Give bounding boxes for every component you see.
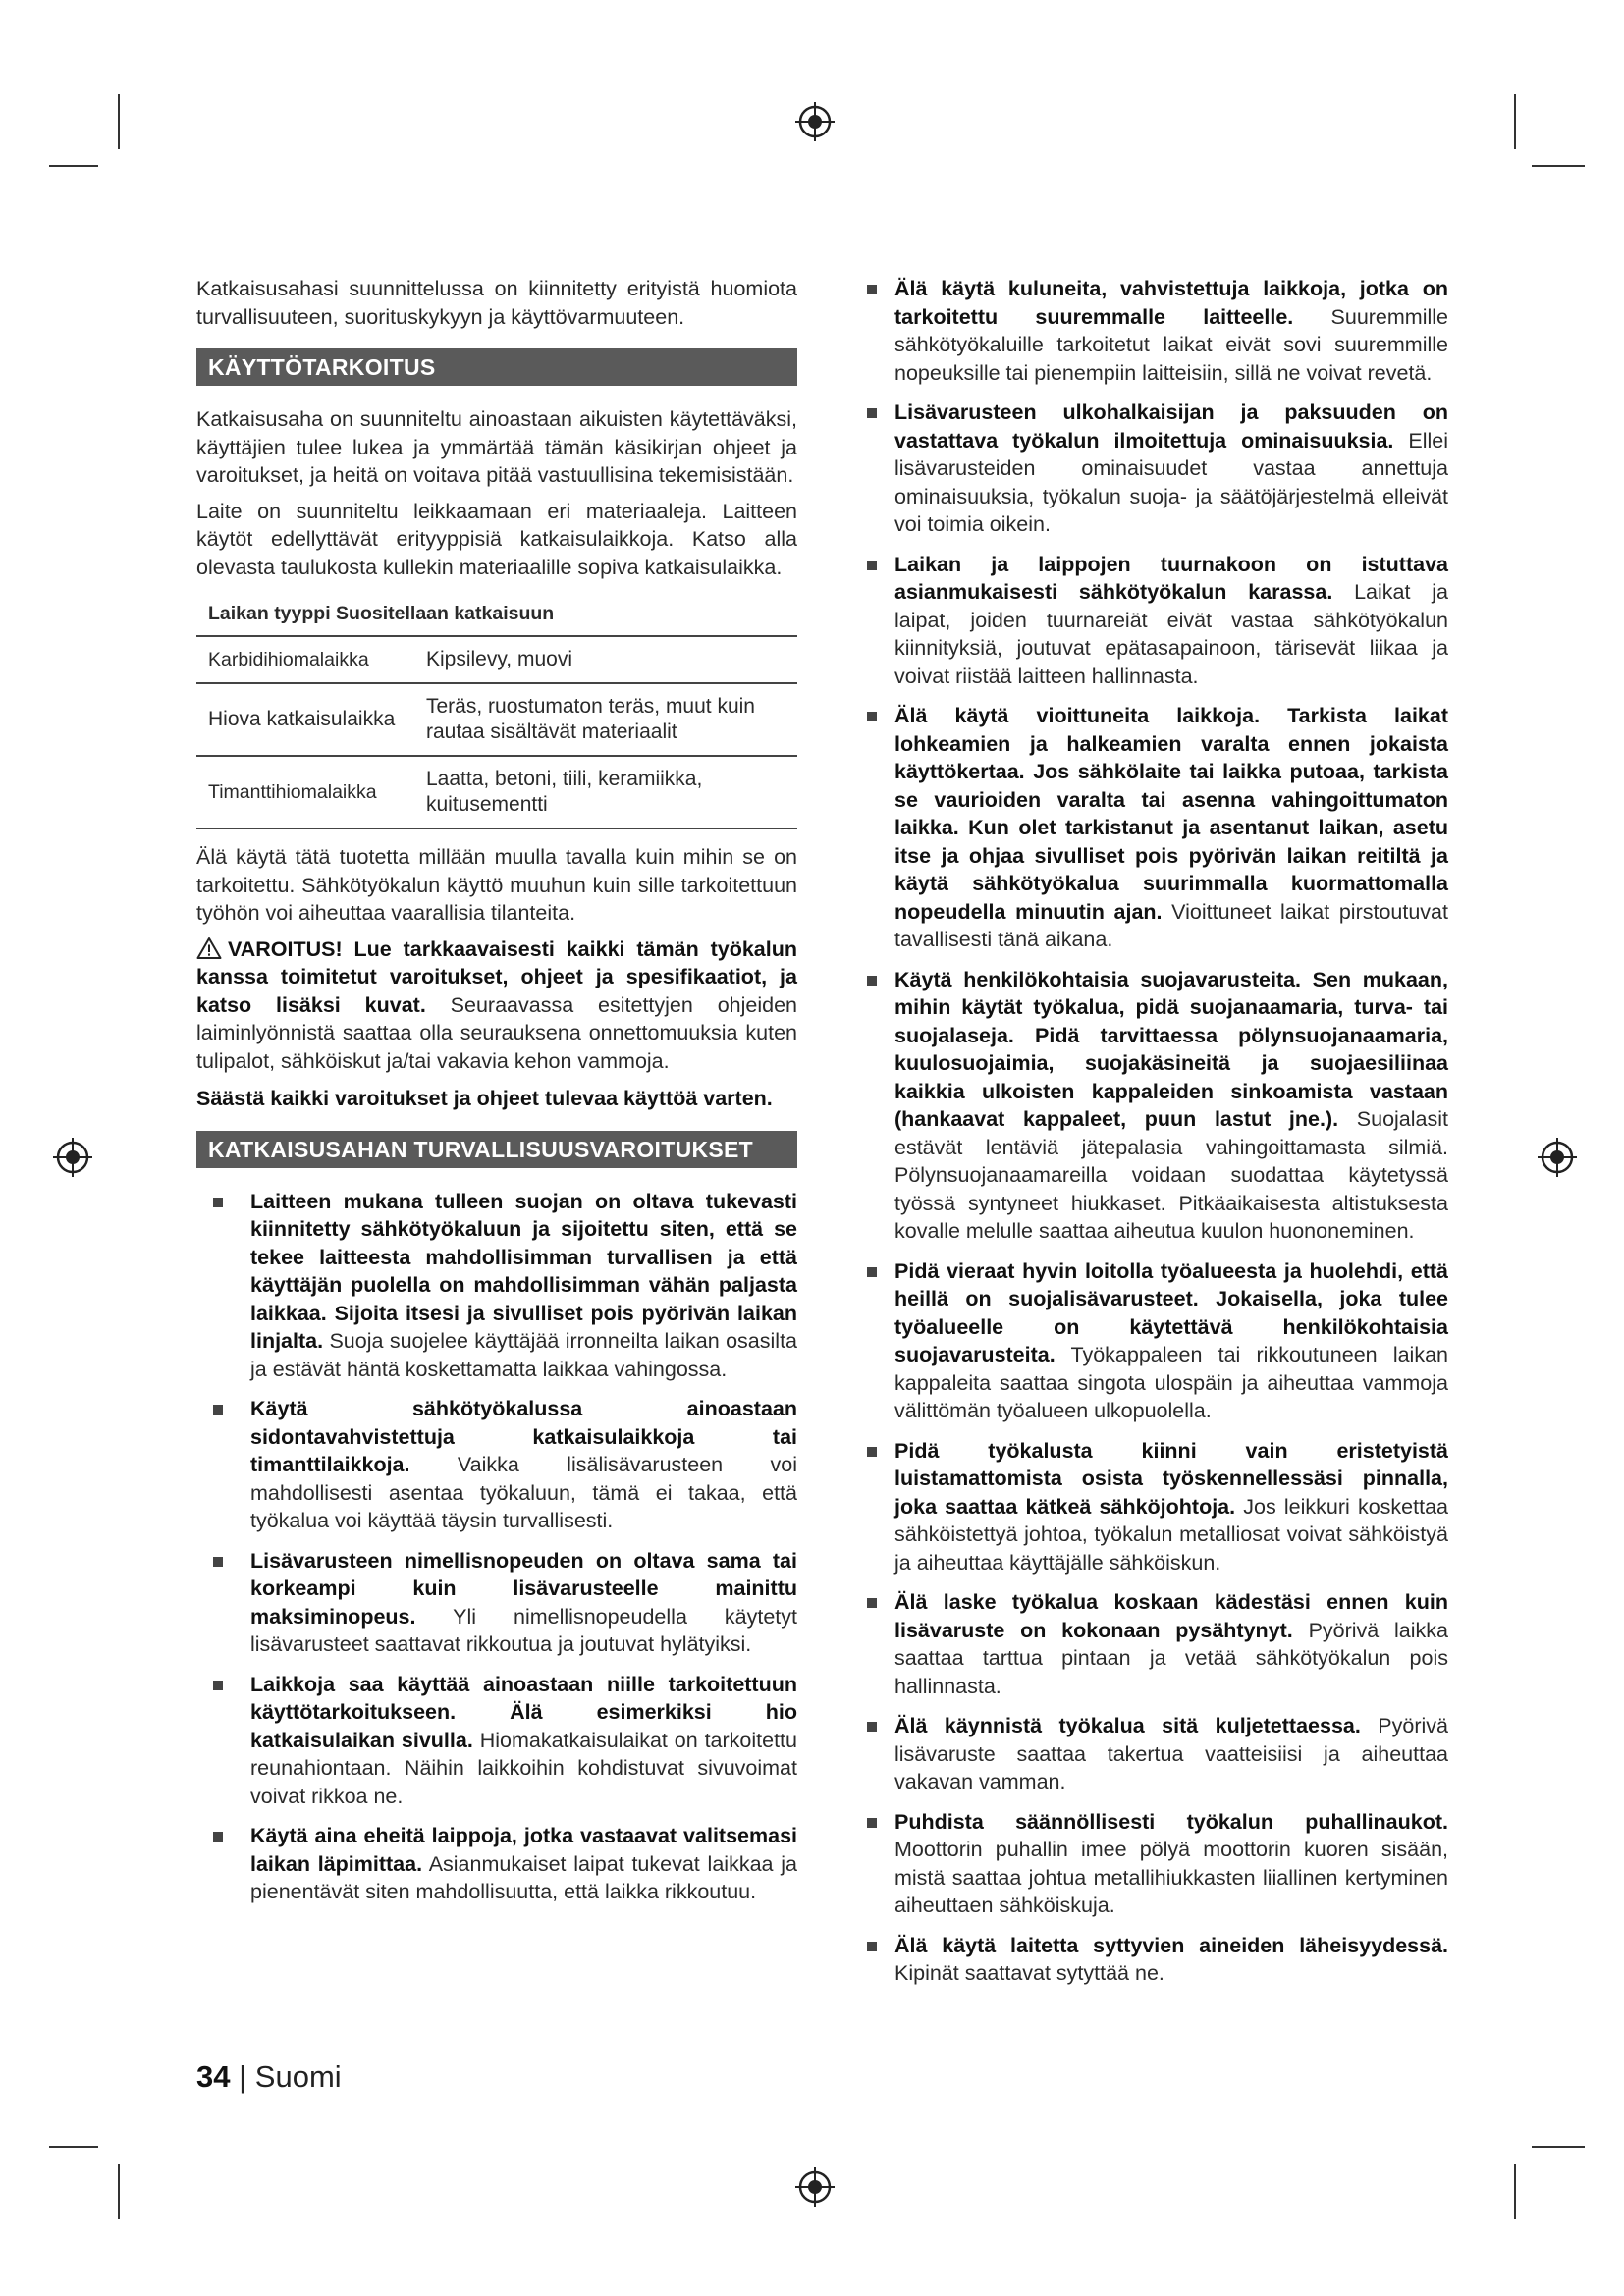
list-item [875, 1588, 1448, 1700]
table-cell-use: Laatta, betoni, tiili, keramiikka, kuitusementti [414, 756, 797, 828]
table-header-row [196, 603, 797, 636]
footer-language: Suomi [254, 2059, 342, 2094]
list-item-text: Vioittuneet laikat pirstoutuvat tavallisesti tänä aikana. [894, 899, 1448, 951]
right-column [857, 275, 1448, 2000]
crop-mark [1514, 2164, 1516, 2219]
list-item-bold: Käytä henkilökohtaisia suojavarusteita. Sen mukaan, mihin käytät työkalua, pidä suojanaamaria, turva- tai suojalaseja. Pidä tarvittaessa pölynsuojanaamaria, kuulosuojaimia, suojakäsineitä ja suojaesiliinaa kaikkia ulkoisten kappaleiden sinkoamista vastaan (hankaavat kappaleet, puun lastut jne.). [894, 967, 1448, 1131]
list-item-text: Suoja suojelee käyttäjää irronneilta laikan osasilta ja estävät häntä koskettamatta laikkaa vahingossa. [250, 1329, 797, 1381]
save-instructions-note: Säästä kaikki varoitukset ja ohjeet tulevaa käyttöä varten. [196, 1087, 773, 1110]
registration-mark-icon [51, 1136, 94, 1179]
list-item [875, 1437, 1448, 1577]
list-item-text: Pyörivä laikka saattaa tarttua pintaan ja vetää sähkötyökalun pois hallinnasta. [894, 1618, 1448, 1698]
bullet-icon [867, 1598, 877, 1608]
registration-mark-icon [793, 100, 837, 143]
list-item-text: Jos leikkuri koskettaa sähköistettyä johtoa, työkalun metalliosat voivat sähköistyä ja aiheuttaa käyttäjälle sähköiskun. [894, 1494, 1448, 1575]
page-footer [196, 2059, 342, 2095]
list-item [875, 399, 1448, 539]
list-item [875, 966, 1448, 1246]
table-row [196, 636, 797, 683]
list-item-bold: Puhdista säännöllisesti työkalun puhallinaukot. [894, 1809, 1448, 1834]
table-header [196, 603, 797, 636]
list-item-bold: Laikan ja laippojen tuurnakoon on istuttava asianmukaisesti sähkötyökalun karassa. [894, 552, 1448, 604]
crop-mark [49, 2146, 98, 2148]
list-item-text: Vaikka lisälisävarusteen voi mahdollisesti asentaa työkaluun, tämä ei takaa, että työkalua voi käyttää täysin turvallisesti. [250, 1453, 797, 1532]
bullet-icon [867, 285, 877, 294]
crop-mark [49, 165, 98, 167]
crop-mark [1532, 2146, 1585, 2148]
misuse-paragraph: Älä käytä tätä tuotetta millään muulla tavalla kuin mihin se on tarkoitettu. Sähkötyökalun käyttö muuhun kuin sille tarkoitettuun työhön voi aiheuttaa vaarallisia tilanteita. [196, 845, 797, 925]
warning-bold-text: VAROITUS! Lue tarkkaavaisesti kaikki tämän työkalun kanssa toimitetut varoitukset, ohjeet ja spesifikaatiot, ja katso lisäksi kuvat. [196, 936, 797, 1017]
bullet-icon [867, 1447, 877, 1457]
registration-mark-icon [1536, 1136, 1579, 1179]
safety-list-left [196, 1188, 797, 1906]
list-item [875, 275, 1448, 387]
list-item-bold: Älä käytä kuluneita, vahvistettuja laikkoja, jotka on tarkoitettu suuremmalle laitteelle. [894, 277, 1448, 329]
list-item-bold: Älä käynnistä työkalua sitä kuljetettaessa. [894, 1714, 1361, 1737]
table-header-blade-type: Laikan tyyppi [208, 603, 331, 624]
list-item [875, 1808, 1448, 1920]
bullet-icon [213, 1832, 223, 1842]
list-item-text: Laikat ja laipat, joiden tuurnareiät eivät vastaa sähkötyökalun kiinnityksiä, joutuvat epätasapainoon, tärisevät liikaa ja voivat riistää laitteen hallinnasta. [894, 580, 1448, 688]
list-item-text: Asianmukaiset laipat tukevat laikkaa ja pienentävät siten mahdollisuutta, että laikka rikkoutuu. [250, 1851, 797, 1903]
list-item-bold: Pidä työkalusta kiinni vain eristetyistä luistamattomista osista työskennellessäsi pinnalla, joka saattaa kätkeä sähköjohtoja. [894, 1438, 1448, 1519]
bullet-icon [867, 976, 877, 986]
bullet-icon [867, 408, 877, 418]
page-number: 34 [196, 2059, 231, 2094]
list-item [875, 551, 1448, 691]
list-item [875, 1932, 1448, 1988]
list-item [875, 1712, 1448, 1796]
list-item-text: Suuremmille sähkötyökaluille tarkoitetut laikat eivät sovi suuremmille nopeuksille tai pienempiin laitteisiin, sillä ne voivat revetä. [894, 304, 1448, 385]
table-row [196, 683, 797, 756]
warning-triangle-icon [196, 936, 222, 960]
list-item-text: Moottorin puhallin imee pölyä moottorin kuoren sisään, mistä saattaa johtua metallihiukkasten liiallinen kertyminen aiheuttaen sähköiskuja. [894, 1838, 1448, 1917]
registration-mark-icon [793, 2165, 837, 2209]
list-item-bold: Käytä sähkötyökalussa ainoastaan sidontavahvistettuja katkaisulaikkoja tai timanttilaikkoja. [250, 1397, 797, 1476]
section-heading-safety-warnings: KATKAISUSAHAN TURVALLISUUSVAROITUKSET [196, 1131, 797, 1168]
crop-mark [1514, 94, 1516, 149]
list-item [875, 1257, 1448, 1425]
crop-mark [118, 2164, 120, 2219]
bullet-icon [867, 561, 877, 570]
list-item-bold: Älä laske työkalua koskaan kädestäsi ennen kuin lisävaruste on kokonaan pysähtynyt. [894, 1590, 1448, 1642]
list-item-bold: Laitteen mukana tulleen suojan on oltava tukevasti kiinnitetty sähkötyökaluun ja sijoitettu siten, että se tekee laitteesta mahdollisimman turvallisen ja että käyttäjän puolella on mahdollisimman vähän paljasta laikkaa. Sijoita itsesi ja sivulliset pois pyörivän laikan linjalta. [250, 1189, 797, 1353]
list-item-text: Hiomakatkaisulaikat on tarkoitettu reunahiontaan. Näihin laikkoihin kohdistuvat sivuvoimat voivat rikkoa ne. [250, 1728, 797, 1808]
table-row [196, 756, 797, 828]
list-item-text: Yli nimellisnopeudella käytetyt lisävarusteet saattavat rikkoutua ja joutuvat hylätyiksi. [250, 1604, 797, 1656]
crop-mark [118, 94, 120, 149]
bullet-icon [213, 1405, 223, 1415]
table-header-recommended: Suositellaan katkaisuun [336, 603, 555, 624]
list-item-text: Kipinät saattavat sytyttää ne. [894, 1961, 1164, 1985]
list-item-bold: Käytä aina eheitä laippoja, jotka vastaavat valitsemasi laikan läpimittaa. [250, 1824, 797, 1876]
intro-paragraph: Katkaisusahasi suunnittelussa on kiinnitetty erityistä huomiota turvallisuuteen, suorituskykyyn ja käyttövarmuuteen. [196, 277, 797, 329]
bullet-icon [867, 1267, 877, 1277]
safety-list-right [857, 275, 1448, 1988]
list-item-text: Suojalasit estävät lentäviä jätepalasia vahingoittamasta silmiä. Pölynsuojanaamareilla voidaan suodattaa käytetyssä työssä syntyneet hiukkaset. Pitkäaikaisesta altistuksesta kovalle melulle saattaa aiheutua kuulon huononeminen. [894, 1107, 1448, 1243]
list-item [875, 702, 1448, 954]
list-item-bold: Lisävarusteen ulkohalkaisijan ja paksuuden on vastattava työkalun ilmoitettuja ominaisuuksia. [894, 400, 1448, 453]
table-cell-type: Hiova katkaisulaikka [196, 683, 414, 756]
list-item-bold: Älä käytä vioittuneita laikkoja. Tarkista laikat lohkeamien ja halkeamien varalta ennen jokaista käyttökertaa. Jos sähkölaite tai laikka putoaa, tarkista se vaurioiden varalta tai asenna vahingoittumaton laikka. Kun olet tarkistanut ja asentanut laikan, asetu itse ja ohjaa sivulliset pois pyörivän laikan reitiltä ja käytä sähkötyökalua suurimmalla kuormattomalla nopeudella minuutin ajan. [894, 704, 1448, 924]
list-item-bold: Pidä vieraat hyvin loitolla työalueesta ja huolehdi, että heillä on suojalisävarusteet. Jokaisella, joka tulee työalueelle on käytettävä henkilökohtaisia suojavarusteita. [894, 1258, 1448, 1366]
table-cell-use: Teräs, ruostumaton teräs, muut kuin rautaa sisältävät materiaalit [414, 683, 797, 756]
crop-mark [1532, 165, 1585, 167]
warning-paragraph [196, 935, 797, 1076]
list-item-text: Työkappaleen tai rikkoutuneen laikan kappaleita saattaa singota ulospäin ja aiheuttaa vammoja välittömän työalueen ulkopuolella. [894, 1343, 1448, 1422]
bullet-icon [867, 712, 877, 721]
list-item [213, 1822, 797, 1906]
list-item-text: Pyörivä lisävaruste saattaa takertua vaatteisiisi ja aiheuttaa vakavan vamman. [894, 1714, 1448, 1793]
table-cell-type: Karbidihiomalaikka [196, 636, 414, 683]
warning-text: Seuraavassa esitettyjen ohjeiden laiminlyönnistä saattaa olla seurauksena onnettomuuksia kuten tulipalot, sähköiskut ja/tai vakavia kehon vammoja. [196, 992, 797, 1073]
bullet-icon [867, 1722, 877, 1732]
bullet-icon [867, 1942, 877, 1951]
bullet-icon [213, 1557, 223, 1567]
footer-separator: | [239, 2059, 247, 2094]
list-item [213, 1547, 797, 1659]
purpose-paragraph: Katkaisusaha on suunniteltu ainoastaan aikuisten käytettäväksi, käyttäjien tulee lukea ja ymmärtää tämän käsikirjan ohjeet ja varoitukset, ja heitä on voitava pitää vastuullisina tekemisistään. [196, 407, 797, 487]
list-item-text: Ellei lisävarusteiden ominaisuudet vastaa annettuja ominaisuuksia, työkalun suoja- ja säätöjärjestelmä elleivät voi toimia oikein. [894, 428, 1448, 536]
blade-type-table [196, 603, 797, 829]
list-item-bold: Älä käytä laitetta syttyvien aineiden läheisyydessä. [894, 1933, 1448, 1957]
list-item-bold: Laikkoja saa käyttää ainoastaan niille tarkoitettuun käyttötarkoitukseen. Älä esimerkiksi hio katkaisulaikan sivulla. [250, 1672, 797, 1752]
purpose-paragraph: Laite on suunniteltu leikkaamaan eri materiaaleja. Laitteen käytöt edellyttävät erityyppisiä katkaisulaikkoja. Katso alla olevasta taulukosta kullekin materiaalille sopiva katkaisulaikka. [196, 499, 797, 579]
list-item-bold: Lisävarusteen nimellisnopeuden on oltava sama tai korkeampi kuin lisävarusteelle mainittu maksiminopeus. [250, 1548, 797, 1629]
table-cell-type: Timanttihiomalaikka [196, 756, 414, 828]
list-item [213, 1395, 797, 1535]
bullet-icon [213, 1681, 223, 1690]
section-heading-intended-use: KÄYTTÖTARKOITUS [196, 348, 797, 386]
table-cell-use: Kipsilevy, muovi [414, 636, 797, 683]
list-item [213, 1671, 797, 1811]
left-column [196, 275, 797, 1918]
list-item [213, 1188, 797, 1384]
bullet-icon [213, 1198, 223, 1207]
bullet-icon [867, 1818, 877, 1828]
